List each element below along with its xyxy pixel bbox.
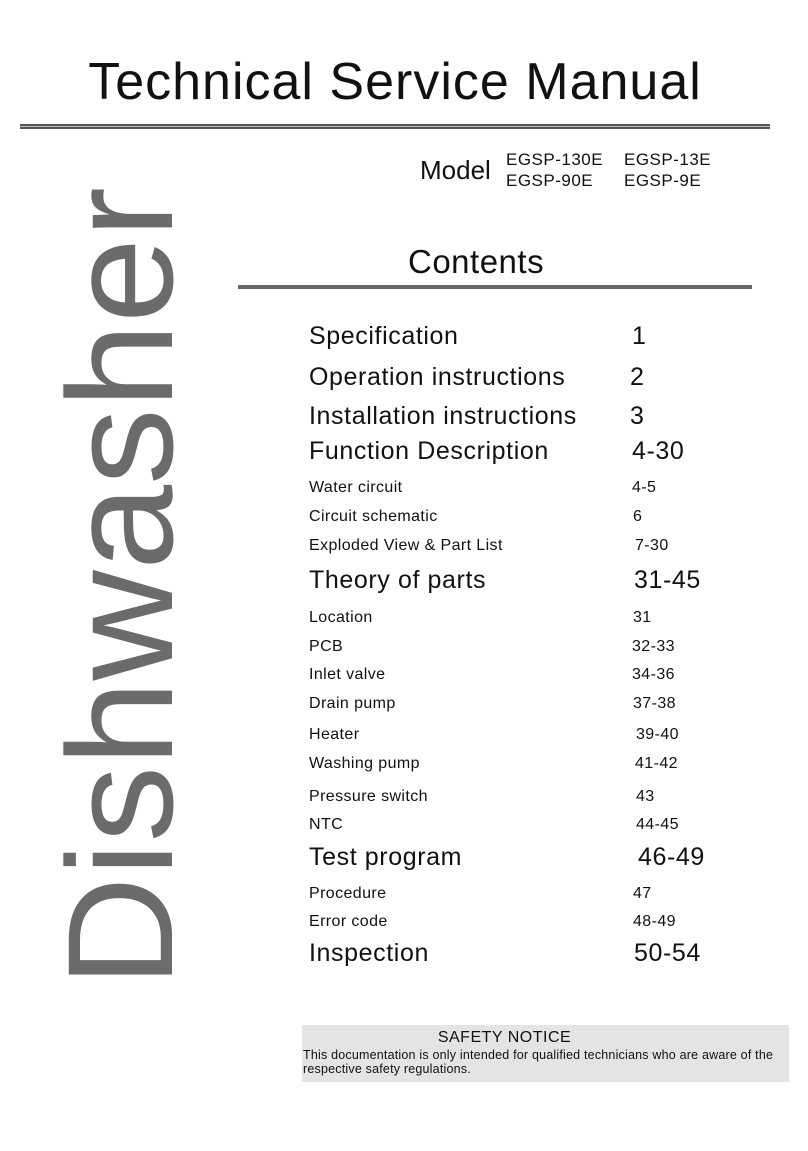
toc-page-number: 34-36 (632, 666, 675, 683)
title-divider (20, 124, 770, 129)
toc-page-number: 47 (633, 885, 652, 902)
side-title: Dishwasher (36, 203, 204, 987)
toc-label: Washing pump (309, 755, 420, 772)
side-title-block (36, 182, 204, 992)
toc-page-number: 44-45 (636, 816, 679, 833)
toc-label: Heater (309, 726, 360, 743)
model-number: EGSP-9E (624, 171, 702, 190)
toc-label: NTC (309, 816, 344, 833)
document-title: Technical Service Manual (88, 53, 702, 111)
model-label: Model (420, 155, 491, 185)
toc-page-number: 4-5 (632, 479, 657, 496)
toc-page-number: 2 (630, 363, 645, 391)
safety-notice-text: This documentation is only intended for qualified technicians who are aware of the respective safety regulations. (303, 1048, 774, 1076)
toc-label: Exploded View & Part List (309, 537, 503, 554)
toc-page-number: 48-49 (633, 913, 676, 930)
toc-page-number: 4-30 (632, 437, 685, 465)
toc-page-number: 6 (633, 508, 643, 525)
toc-label: Function Description (309, 437, 549, 465)
toc-label: Error code (309, 913, 388, 930)
safety-notice-title: SAFETY NOTICE (437, 1029, 572, 1046)
toc-label: Specification (309, 322, 459, 350)
model-number: EGSP-90E (506, 171, 594, 190)
model-number: EGSP-13E (624, 150, 712, 169)
toc-label: Drain pump (309, 695, 396, 712)
toc-label: Procedure (309, 885, 387, 902)
toc-label: Inlet valve (309, 666, 386, 683)
safety-notice (302, 1025, 789, 1082)
toc-page-number: 41-42 (635, 755, 678, 772)
toc-label: Inspection (309, 939, 429, 967)
toc-page-number: 31-45 (634, 566, 701, 594)
toc-page-number: 1 (632, 322, 647, 350)
toc-page-number: 46-49 (638, 843, 705, 871)
toc-label: PCB (309, 638, 344, 655)
toc-page-number: 43 (636, 788, 655, 805)
toc-label: Test program (309, 843, 463, 871)
toc-page-number: 37-38 (633, 695, 676, 712)
contents-divider (238, 285, 752, 289)
toc-label: Location (309, 609, 373, 626)
toc-page-number: 3 (630, 402, 645, 430)
contents-heading: Contents (408, 243, 545, 280)
toc-label: Circuit schematic (309, 508, 438, 525)
toc-label: Theory of parts (309, 566, 487, 594)
toc-page-number: 32-33 (632, 638, 675, 655)
toc-label: Operation instructions (309, 363, 566, 391)
toc-page-number: 50-54 (634, 939, 701, 967)
toc-label: Water circuit (309, 479, 403, 496)
toc-label: Installation instructions (309, 402, 577, 430)
toc-page-number: 39-40 (636, 726, 679, 743)
toc-label: Pressure switch (309, 788, 428, 805)
model-number: EGSP-130E (506, 150, 604, 169)
toc-page-number: 7-30 (635, 537, 669, 554)
toc-page-number: 31 (633, 609, 652, 626)
